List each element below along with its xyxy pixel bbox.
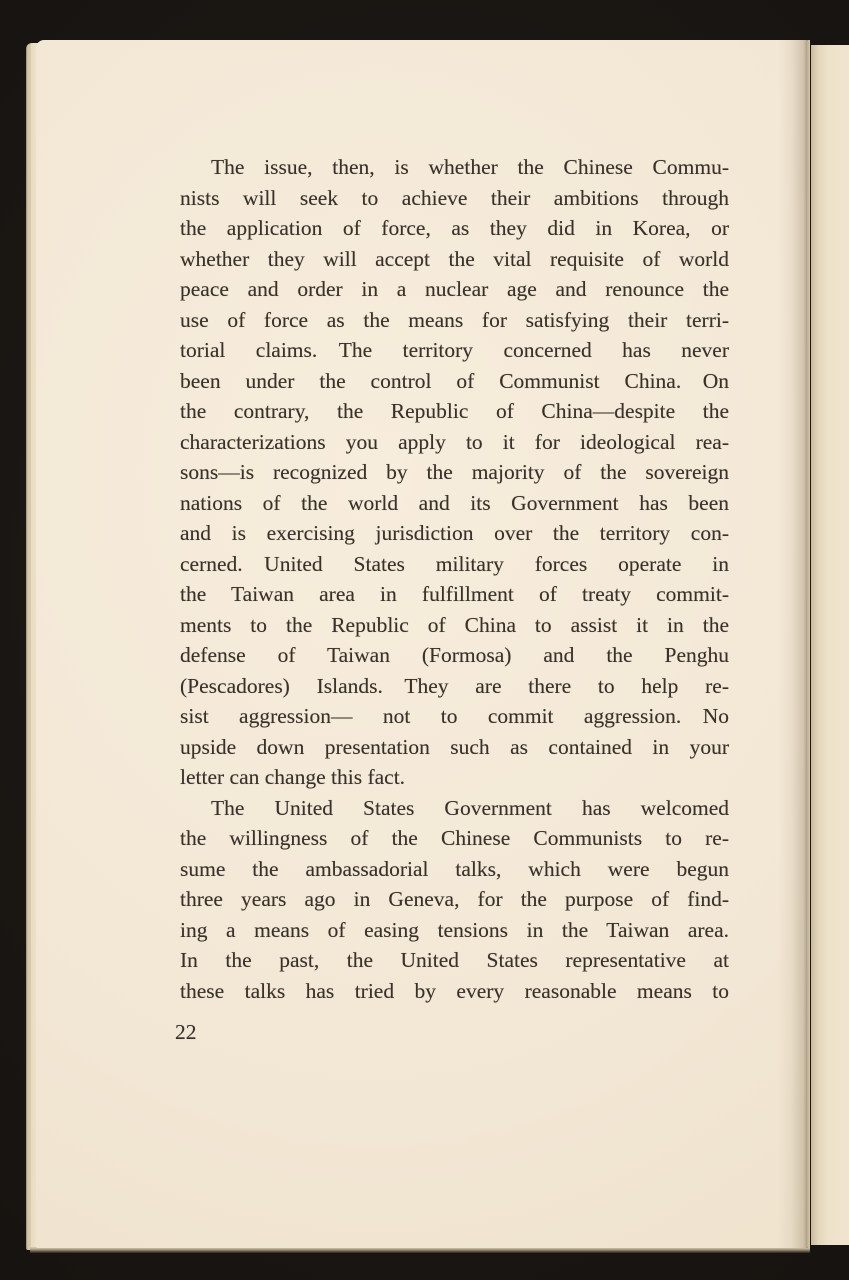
text-line: defense of Taiwan (Formosa) and the Penghu (180, 643, 729, 667)
text-line: the contrary, the Republic of China—despite the (180, 399, 729, 423)
text-line: nations of the world and its Government has been (180, 490, 729, 515)
text-line: use of force as the means for satisfying their terri- (180, 307, 729, 332)
facing-page-edge (811, 45, 849, 1245)
text-line: letter can change this fact. (180, 765, 406, 789)
text-line: whether they will accept the vital requisite of world (180, 246, 729, 271)
text-line: peace and order in a nuclear age and renounce the (180, 277, 729, 301)
text-line: characterizations you apply to it for ideological rea- (180, 429, 729, 454)
text-line: the Taiwan area in fulfillment of treaty commit- (180, 582, 729, 606)
text-line: been under the control of Communist China. On (180, 368, 729, 393)
text-line: the willingness of the Chinese Communists to re- (180, 826, 729, 850)
text-line: ing a means of easing tensions in the Taiwan area. (180, 917, 729, 942)
text-line: three years ago in Geneva, for the purpose of find- (180, 887, 729, 911)
text-line: sist aggression— not to commit aggression. No (180, 704, 729, 728)
text-line: sume the ambassadorial talks, which were begun (180, 856, 729, 881)
text-line: upside down presentation such as contained in your (180, 734, 729, 759)
text-line: In the past, the United States representative at (180, 948, 729, 972)
text-line: (Pescadores) Islands. They are there to help re- (180, 673, 729, 698)
text-line: cerned. United States military forces operate in (180, 551, 729, 576)
text-line: sons—is recognized by the majority of the sovereign (180, 460, 729, 484)
text-line: the application of force, as they did in Korea, or (180, 216, 729, 240)
text-line: and is exercising jurisdiction over the territory con- (180, 521, 729, 545)
text-line: The United States Government has welcomed (211, 795, 729, 820)
text-line: nists will seek to achieve their ambitions through (180, 185, 729, 210)
gutter-shadow (778, 40, 808, 1248)
page-text-block (180, 152, 729, 1006)
text-line: ments to the Republic of China to assist it in the (180, 612, 729, 637)
book-page (36, 40, 808, 1248)
text-line: torial claims. The territory concerned has never (180, 338, 729, 362)
page-number: 22 (175, 1020, 197, 1044)
text-line: these talks has tried by every reasonable means to (180, 978, 729, 1003)
text-line: The issue, then, is whether the Chinese Commu- (211, 155, 729, 179)
